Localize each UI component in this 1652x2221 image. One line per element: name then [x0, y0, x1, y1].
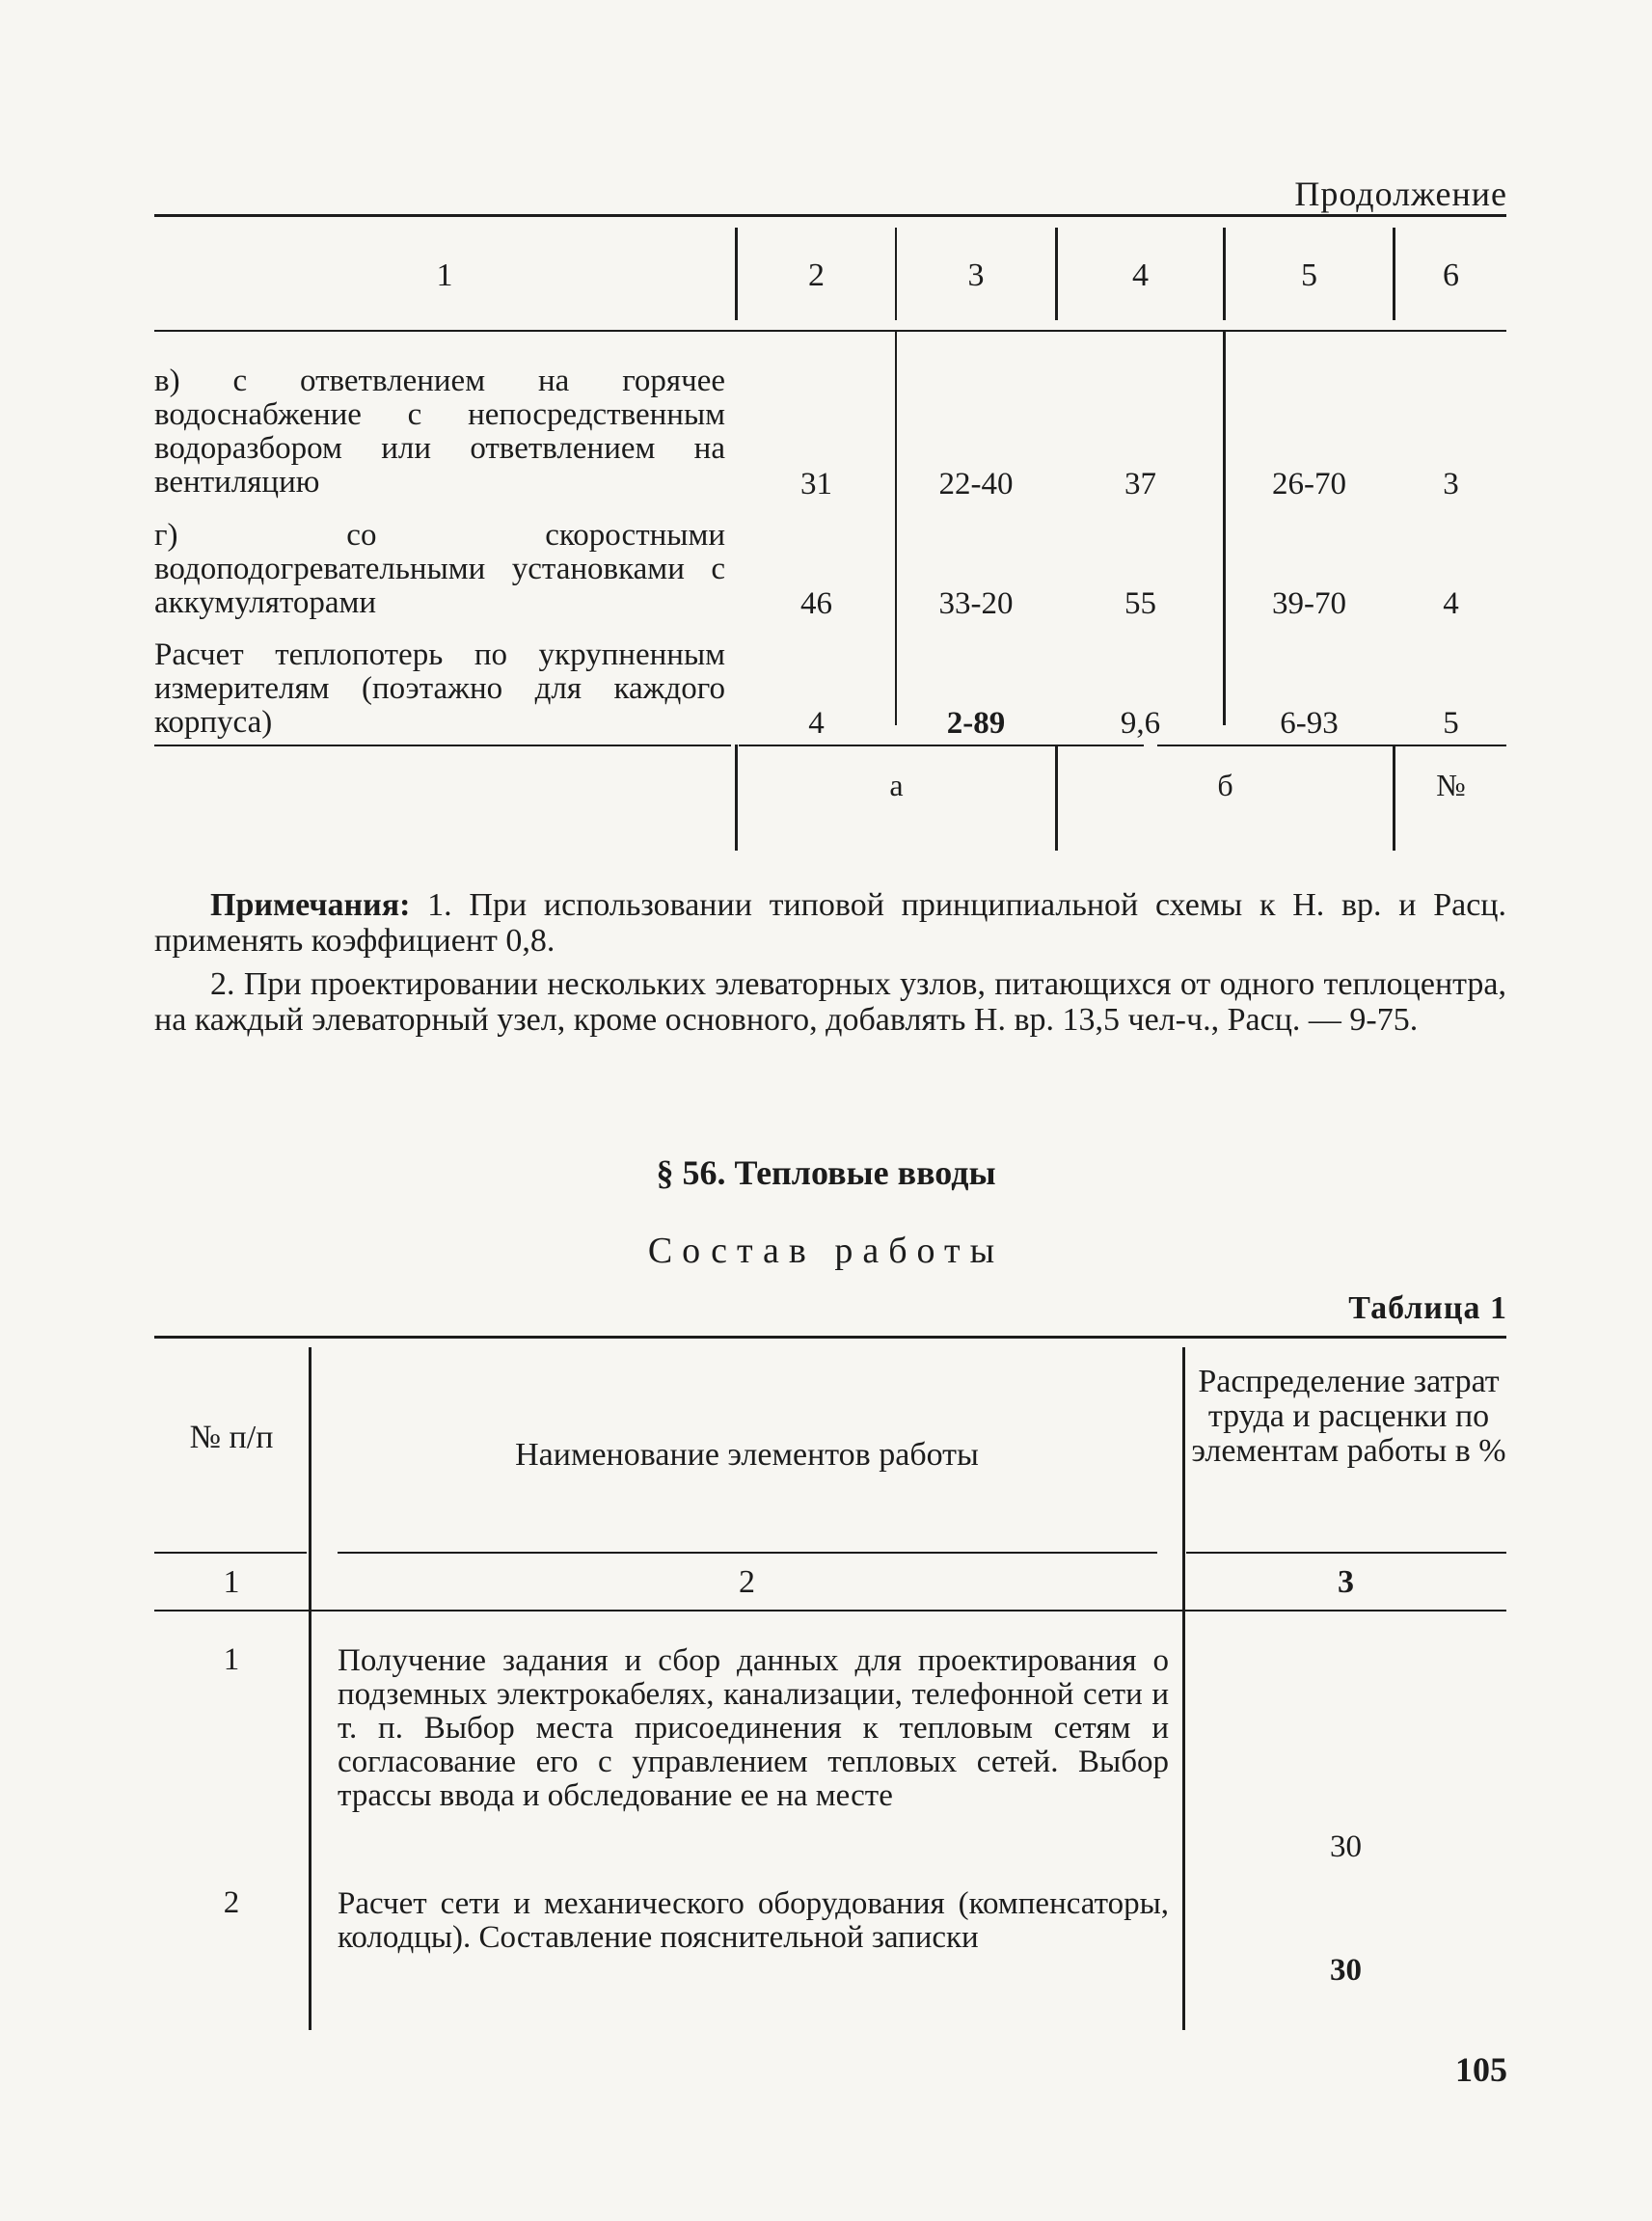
col-header-3: 3: [967, 257, 985, 293]
subsection-title: Состав работы: [647, 1231, 1005, 1271]
table-row-desc: Расчет теплопотерь по укрупненным измерителям (поэтажно для каждого корпуса): [154, 637, 725, 740]
table-cell: 46: [800, 586, 832, 621]
col-header-1: 1: [436, 257, 453, 293]
table-cell: 26-70: [1272, 467, 1346, 501]
table-bottom-rule-c: [1157, 745, 1506, 746]
table-header-rule: [154, 330, 1506, 332]
col-header-5: 5: [1301, 257, 1317, 293]
header-number-2: 2: [739, 1564, 755, 1600]
table-cell: 37: [1124, 467, 1156, 501]
table-footer-no: №: [1436, 768, 1466, 802]
row-value: 30: [1330, 1829, 1362, 1864]
col-divider: [895, 332, 897, 725]
table-footer-b: б: [1217, 768, 1233, 802]
page-number: 105: [1455, 2050, 1507, 2089]
row-description: Получение задания и сбор данных для проектирования о подземных электрокабелях, канализации, телефонной сети и т. п. Выбор места присоединения к тепловым сетям и согласование его с управлением тепловых сетей. Выбор трассы ввода и обследование ее на месте: [338, 1643, 1169, 1813]
work-table: [154, 1336, 1506, 2030]
col-divider: [1223, 332, 1226, 725]
row-number: 2: [223, 1885, 240, 1920]
continuation-table: [154, 214, 1506, 851]
table-cell: 22-40: [938, 467, 1014, 501]
row-description: Расчет сети и механического оборудования (компенсаторы, колодцы). Составление пояснительной записки: [338, 1886, 1169, 1955]
table-cell: 39-70: [1272, 586, 1346, 621]
header-name: Наименование элементов работы: [515, 1437, 979, 1473]
table-cell: 5: [1443, 706, 1459, 741]
header-number-3: 3: [1338, 1564, 1354, 1600]
table-row-desc: г) со скоростными водоподогревательными установками с аккумуляторами: [154, 518, 725, 620]
header-distribution: Распределение затрат труда и расценки по элементам работы в %: [1191, 1364, 1506, 1469]
table-header-rule: [1186, 1552, 1506, 1554]
table-cell: 4: [808, 706, 825, 741]
table-bottom-rule-b: [739, 745, 1144, 746]
table-cell: 2-89: [946, 706, 1006, 741]
table-cell: 55: [1124, 586, 1156, 621]
note-2: 2. При проектировании нескольких элеваторных узлов, питающихся от одного теплоцентра, на каждый элеваторный узел, кроме основного, добавлять Н. вр. 13,5 чел-ч., Расц. — 9-75.: [154, 966, 1506, 1038]
table-cell: 3: [1443, 467, 1459, 501]
col-header-2: 2: [808, 257, 825, 293]
section-title: § 56. Тепловые вводы: [656, 1153, 996, 1192]
notes-label: Примечания:: [210, 887, 411, 923]
table-cell: 4: [1443, 586, 1459, 621]
table-header-rule: [154, 1552, 307, 1554]
table-bottom-rule: [154, 745, 731, 746]
table-row-desc: в) с ответвлением на горячее водоснабжение с непосредственным водоразбором или ответвлением на вентиляцию: [154, 364, 725, 500]
col-header-4: 4: [1132, 257, 1149, 293]
table-cell: 9,6: [1120, 706, 1161, 741]
col-divider: [1182, 1347, 1185, 2030]
table-numbers-rule: [154, 1610, 1506, 1612]
note-1: 1. При использовании типовой принципиальной схемы к Н. вр. и Расц. применять коэффициент 0,8.: [154, 887, 1506, 959]
table-header-rule: [338, 1552, 1157, 1554]
table-cell: 6-93: [1280, 706, 1339, 741]
notes-block: [154, 887, 1506, 1045]
header-num: № п/п: [189, 1420, 274, 1455]
header-number-1: 1: [223, 1564, 240, 1600]
table-cell: 31: [800, 467, 832, 501]
col-header-6: 6: [1443, 257, 1459, 293]
table-top-rule: [154, 214, 1506, 217]
row-number: 1: [223, 1642, 240, 1677]
table-footer-a: а: [889, 768, 904, 802]
table-top-rule: [154, 1336, 1506, 1339]
table-label: Таблица 1: [1348, 1290, 1507, 1326]
row-value: 30: [1330, 1953, 1362, 1988]
continuation-label: Продолжение: [1294, 175, 1507, 213]
table-cell: 33-20: [938, 586, 1014, 621]
